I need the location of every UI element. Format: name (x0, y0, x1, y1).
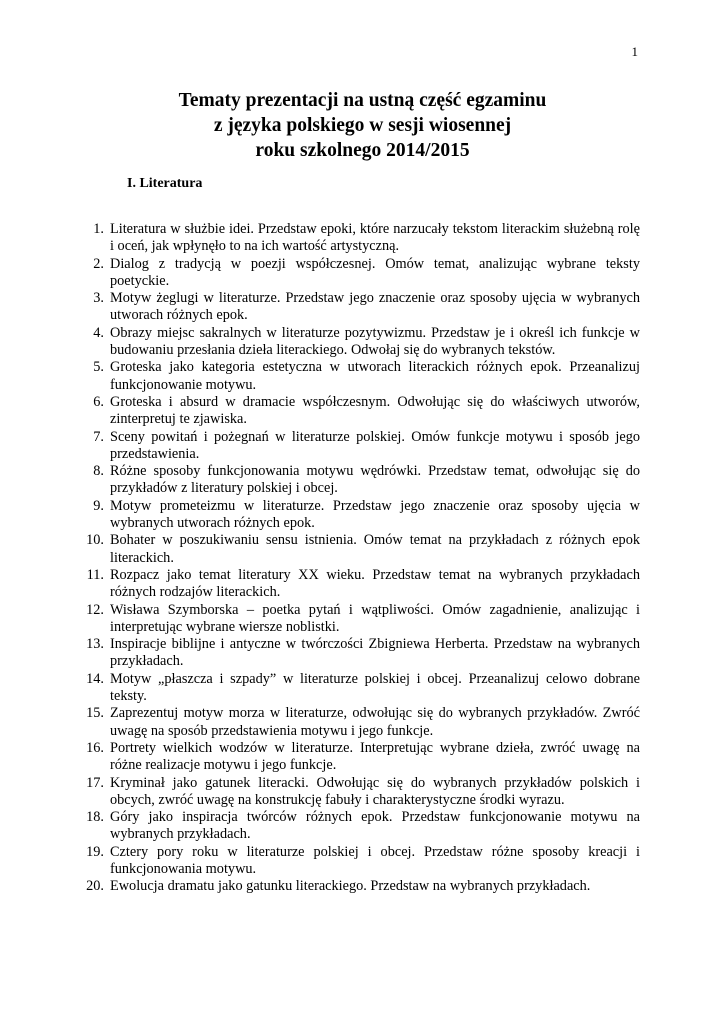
topic-text: Zaprezentuj motyw morza w literaturze, odwołując się do wybranych przykładów. Zwróć uwagę na sposób przedstawienia motywu i jego funkcje. (110, 705, 640, 739)
topic-text: Literatura w służbie idei. Przedstaw epoki, które narzucały tekstom literackim służebną rolę i oceń, jak wpłynęło to na ich wartość artystyczną. (110, 221, 640, 255)
topic-item (80, 256, 640, 291)
topic-text: Rozpacz jako temat literatury XX wieku. Przedstaw temat na wybranych przykładach różnych rodzajów literackich. (110, 566, 640, 601)
topic-number: 19. (86, 843, 104, 860)
topic-text: Różne sposoby funkcjonowania motywu wędrówki. Przedstaw temat, odwołując się do przykładów z literatury polskiej i obcej. (110, 463, 640, 497)
topic-text: Dialog z tradycją w poezji współczesnej. Omów temat, analizując wybrane teksty poetyckie. (110, 255, 640, 289)
topic-text: Góry jako inspiracja twórców różnych epok. Przedstaw funkcjonowanie motywu na wybranych przykładach. (110, 809, 640, 843)
topic-text: Motyw „płaszcza i szpady” w literaturze polskiej i obcej. Przeanalizuj celowo dobrane teksty. (110, 670, 640, 705)
topic-text: Wisława Szymborska – poetka pytań i wątpliwości. Omów zagadnienie, analizując i interpretując wybrane wiersze noblistki. (110, 601, 640, 635)
title-line-2: z języka polskiego w sesji wiosennej (213, 115, 512, 136)
topic-text: Groteska i absurd w dramacie współczesnym. Odwołując się do właściwych utworów, zinterpretuj te zjawiska. (110, 393, 640, 428)
topic-number: 16. (86, 739, 104, 756)
topic-number: 18. (86, 809, 104, 826)
topic-number: 5. (93, 359, 104, 376)
topic-item (80, 532, 640, 567)
topic-item (80, 671, 640, 706)
topic-number: 4. (93, 324, 104, 341)
topic-text: Motyw prometeizmu w literaturze. Przedstaw jego znaczenie oraz sposoby ujęcia w wybranych utworach różnych epok. (110, 497, 640, 532)
topic-item (80, 498, 640, 533)
topic-item (80, 290, 640, 325)
topic-number: 17. (86, 774, 104, 791)
title-line-1: Tematy prezentacji na ustną część egzaminu (178, 90, 547, 111)
topic-number: 2. (93, 255, 104, 272)
topic-item (80, 636, 640, 671)
topic-number: 1. (93, 221, 104, 237)
topic-item (80, 359, 640, 394)
topic-item (80, 809, 640, 844)
topic-number: 3. (93, 290, 104, 307)
topic-item (80, 325, 640, 360)
topic-number: 6. (93, 393, 104, 410)
topic-text: Inspiracje biblijne i antyczne w twórczości Zbigniewa Herberta. Przedstaw na wybranych przykładach. (110, 636, 640, 670)
topic-text: Ewolucja dramatu jako gatunku literackiego. Przedstaw na wybranych przykładach. (110, 878, 591, 895)
topic-text: Groteska jako kategoria estetyczna w utworach literackich różnych epok. Przeanalizuj funkcjonowanie motywu. (110, 359, 640, 393)
topic-item (80, 394, 640, 429)
topic-item (80, 775, 640, 810)
page-number: 1 (631, 44, 638, 59)
topic-number: 9. (93, 497, 104, 514)
topic-number: 12. (86, 601, 104, 618)
topic-number: 10. (86, 532, 104, 549)
topic-item (80, 705, 640, 740)
topic-number: 8. (93, 463, 104, 480)
topic-item (80, 602, 640, 637)
topic-item (80, 844, 640, 879)
topic-text: Motyw żeglugi w literaturze. Przedstaw jego znaczenie oraz sposoby ujęcia w wybranych utworach różnych epok. (110, 290, 640, 324)
topic-item (80, 567, 640, 602)
topic-number: 14. (86, 670, 104, 687)
topic-text: Obrazy miejsc sakralnych w literaturze pozytywizmu. Przedstaw je i określ ich funkcje w budowaniu przesłania dzieła literackiego. Odwołaj się do wybranych tekstów. (110, 324, 640, 359)
topic-number: 20. (86, 878, 104, 895)
title-line-3: roku szkolnego 2014/2015 (255, 140, 470, 161)
topic-item (80, 740, 640, 775)
topic-item (80, 878, 640, 895)
topic-list (80, 221, 640, 896)
section-heading: I. Literatura (127, 176, 203, 191)
topic-number: 7. (93, 428, 104, 445)
topic-text: Portrety wielkich wodzów w literaturze. Interpretując wybrane dzieła, zwróć uwagę na różne realizacje motywu i jego funkcje. (110, 739, 640, 774)
topic-number: 15. (86, 705, 104, 722)
document-title (0, 88, 725, 163)
topic-item (80, 463, 640, 498)
topic-text: Kryminał jako gatunek literacki. Odwołując się do wybranych przykładów polskich i obcych, zwróć uwagę na konstrukcję fabuły i charakterystyczne środki wyrazu. (110, 774, 640, 808)
topic-item (80, 429, 640, 464)
topic-text: Cztery pory roku w literaturze polskiej i obcej. Przedstaw różne sposoby kreacji i funkcjonowania motywu. (110, 843, 640, 877)
topic-number: 11. (86, 566, 104, 583)
topic-number: 13. (86, 636, 104, 653)
topic-text: Bohater w poszukiwaniu sensu istnienia. Omów temat na przykładach z różnych epok literackich. (110, 532, 640, 566)
topic-item (80, 221, 640, 256)
topic-text: Sceny powitań i pożegnań w literaturze polskiej. Omów funkcje motywu i sposób jego przedstawienia. (110, 428, 640, 462)
